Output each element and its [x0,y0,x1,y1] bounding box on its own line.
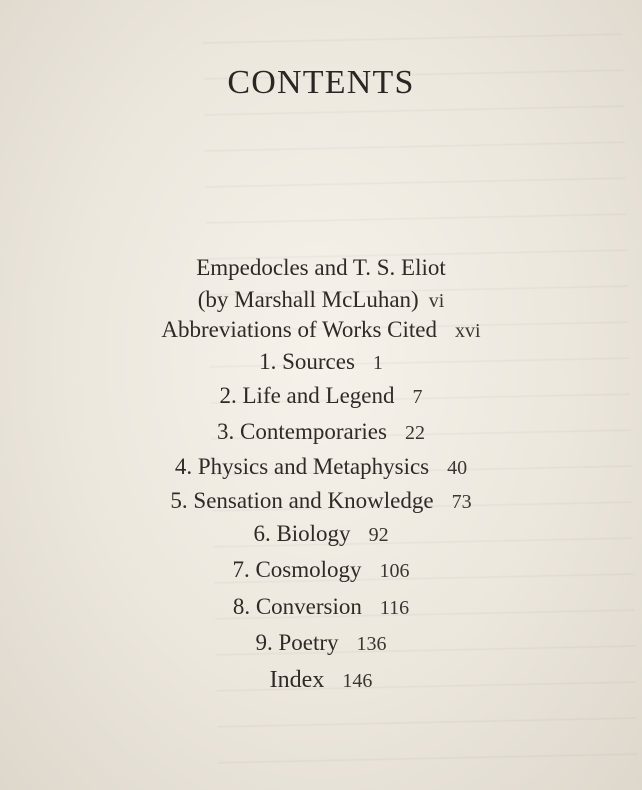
toc-entry [0,489,642,512]
toc-entry-page: xvi [455,320,481,342]
toc-entry-page: 92 [368,524,389,546]
toc-entry-index [0,668,642,692]
toc-entry-label: 2. Life and Legend [219,383,395,408]
toc-entry-label: 1. Sources [259,349,355,374]
toc-entry [0,256,642,279]
toc-entry-page: 40 [447,457,468,479]
toc-entry [0,455,642,478]
toc-entry-label: Index [269,667,325,693]
toc-entry-page: 116 [379,597,410,619]
toc-entry-label: Abbreviations of Works Cited [161,317,438,342]
toc-entry-label: 7. Cosmology [232,557,362,582]
contents-title: CONTENTS [227,64,415,101]
toc-entry [0,558,642,581]
toc-entry [0,318,642,341]
toc-entry [0,288,642,311]
toc-entry-label: 9. Poetry [255,630,339,655]
toc-entry-page: 7 [412,386,423,408]
toc-entry-label: (by Marshall McLuhan) [197,287,419,312]
toc-entry-page: vi [428,290,445,312]
toc-entry [0,631,642,654]
toc-entry-label: Empedocles and T. S. Eliot [196,255,446,280]
toc-entry-page: 136 [356,633,387,655]
toc-entry-label: 8. Conversion [232,594,362,619]
toc-entry-page: 1 [372,352,383,374]
toc-entry-label: 5. Sensation and Knowledge [170,488,434,513]
toc-entry-label: 3. Contemporaries [217,419,387,444]
toc-entry [0,522,642,545]
toc-entry-page: 146 [342,670,373,692]
toc-entry-page: 106 [379,560,410,582]
toc-entry-page: 22 [404,422,425,444]
toc-entry [0,350,642,373]
toc-entry-page: 73 [451,491,472,513]
toc-entry [0,420,642,443]
toc-entry-label: 6. Biology [253,521,351,546]
toc-entry [0,595,642,618]
toc-entry [0,384,642,407]
toc-entry-label: 4. Physics and Metaphysics [174,454,430,479]
